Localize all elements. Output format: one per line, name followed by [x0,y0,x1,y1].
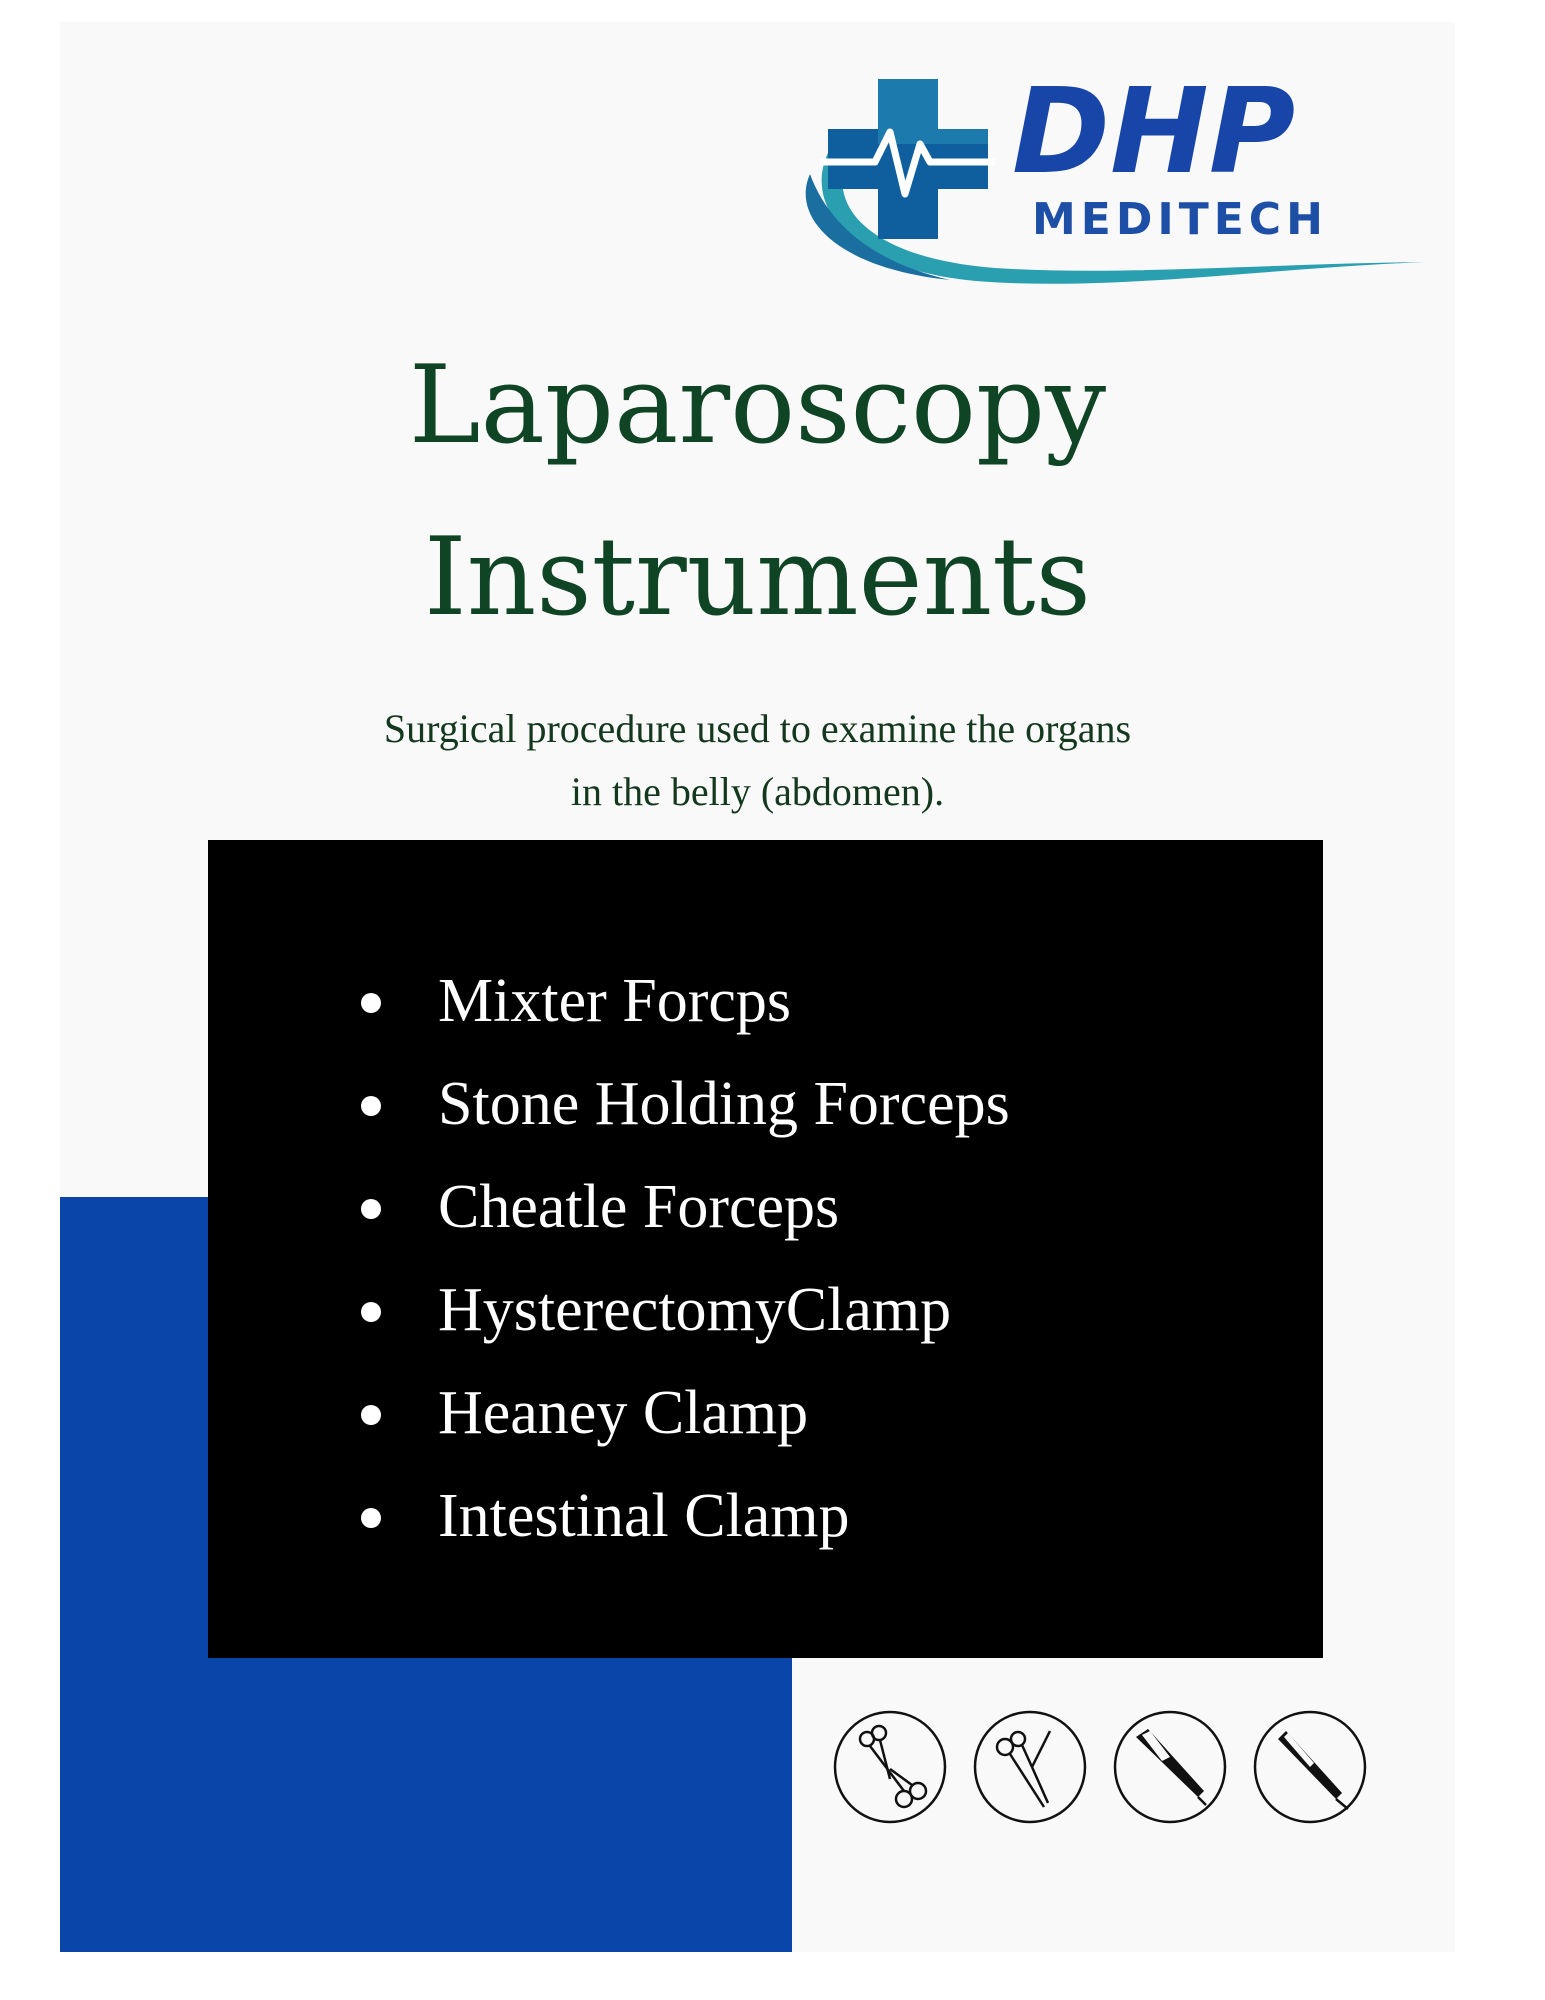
list-item [358,1053,1010,1156]
instrument-list [358,950,1010,1568]
list-item [358,1465,1010,1568]
list-item [358,1259,1010,1362]
title-line-2: Instruments [424,515,1091,640]
bullet-icon [361,993,381,1013]
list-item-label: HysterectomyClamp [438,1276,952,1344]
company-logo [790,44,1425,314]
scalpel-icon [1112,1709,1228,1825]
tweezers-icon [1252,1709,1368,1825]
tool-icon-row [832,1709,1372,1829]
surgical-scissors-icon [832,1709,948,1825]
medical-cross-heartbeat-icon [790,44,1425,314]
title-line-1: Laparoscopy [408,343,1107,468]
bullet-icon [361,1405,381,1425]
svg-text:DHP: DHP [1012,62,1296,200]
list-item-label: Heaney Clamp [438,1379,809,1447]
instrument-list-panel [208,840,1323,1658]
list-item-label: Stone Holding Forceps [438,1070,1010,1138]
svg-text:MEDITECH: MEDITECH [1032,194,1328,245]
bullet-icon [361,1508,381,1528]
subtitle-line-2: in the belly (abdomen). [570,769,945,814]
bullet-icon [361,1096,381,1116]
bullet-icon [361,1199,381,1219]
list-item-label: Intestinal Clamp [438,1482,850,1550]
bullet-icon [361,1302,381,1322]
list-item [358,950,1010,1053]
list-item-label: Cheatle Forceps [438,1173,840,1241]
poster [60,22,1455,1952]
list-item [358,1156,1010,1259]
list-item-label: Mixter Forcps [438,967,792,1035]
subtitle-line-1: Surgical procedure used to examine the organs [383,706,1132,751]
page-title [60,320,1455,664]
list-item [358,1362,1010,1465]
subtitle [60,697,1455,823]
surgical-forceps-icon [972,1709,1088,1825]
